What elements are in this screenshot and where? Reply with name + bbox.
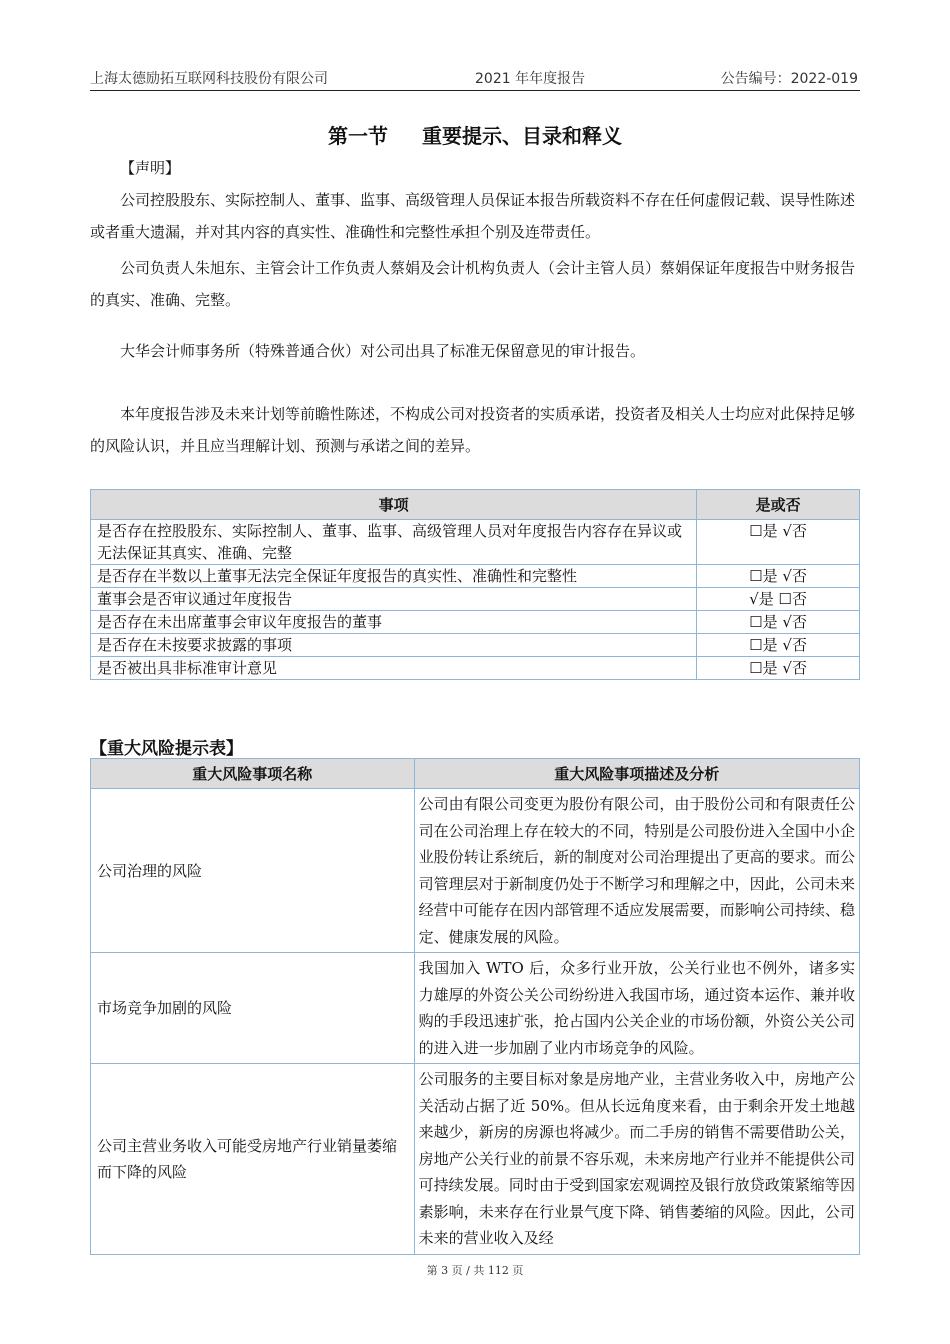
table-row bbox=[91, 520, 860, 565]
matter-item: 董事会是否审议通过年度报告 bbox=[91, 588, 697, 611]
table-row bbox=[91, 1064, 860, 1255]
matter-item: 是否被出具非标准审计意见 bbox=[91, 657, 697, 680]
risk-name: 公司治理的风险 bbox=[91, 789, 415, 953]
risk-header-name: 重大风险事项名称 bbox=[91, 759, 415, 789]
risk-description: 公司由有限公司变更为股份有限公司，由于股份公司和有限责任公司在公司治理上存在较大的不同，特别是公司股份进入全国中小企业股份转让系统后，新的制度对公司治理提出了更高的要求。而公司管理层对于新制度仍处于不断学习和理解之中，因此，公司未来经营中可能存在因内部管理不适应发展需要，而影响公司持续、稳定、健康发展的风险。 bbox=[414, 789, 859, 953]
table-row bbox=[91, 611, 860, 634]
risk-section-title: 【重大风险提示表】 bbox=[90, 739, 243, 759]
table-row bbox=[91, 953, 860, 1064]
paragraph-4: 本年度报告涉及未来计划等前瞻性陈述，不构成公司对投资者的实质承诺，投资者及相关人士均应对此保持足够的风险认识，并且应当理解计划、预测与承诺之间的差异。 bbox=[90, 405, 856, 455]
page-header bbox=[90, 66, 860, 91]
matter-answer: ☐是 √否 bbox=[697, 611, 860, 634]
section-title bbox=[0, 120, 950, 149]
risk-header-row bbox=[91, 759, 860, 789]
matter-answer: ☐是 √否 bbox=[697, 520, 860, 565]
matters-header-row bbox=[91, 490, 860, 520]
table-row bbox=[91, 789, 860, 953]
section-number: 第一节 bbox=[328, 124, 388, 148]
table-row bbox=[91, 588, 860, 611]
matter-item: 是否存在未按要求披露的事项 bbox=[91, 634, 697, 657]
matter-item: 是否存在半数以上董事无法完全保证年度报告的真实性、准确性和完整性 bbox=[91, 565, 697, 588]
paragraph-1: 公司控股股东、实际控制人、董事、监事、高级管理人员保证本报告所载资料不存在任何虚假记载、误导性陈述或者重大遗漏，并对其内容的真实性、准确性和完整性承担个别及连带责任。 bbox=[90, 191, 856, 241]
header-code: 公告编号：2022-019 bbox=[720, 71, 858, 87]
header-company: 上海太德励拓互联网科技股份有限公司 bbox=[90, 71, 328, 87]
matters-header-item: 事项 bbox=[91, 490, 697, 520]
risk-name: 公司主营业务收入可能受房地产行业销量萎缩而下降的风险 bbox=[91, 1064, 415, 1255]
matter-answer: ☐是 √否 bbox=[697, 657, 860, 680]
matter-answer: √是 ☐否 bbox=[697, 588, 860, 611]
matter-item: 是否存在未出席董事会审议年度报告的董事 bbox=[91, 611, 697, 634]
risk-name: 市场竞争加剧的风险 bbox=[91, 953, 415, 1064]
matter-item: 是否存在控股股东、实际控制人、董事、监事、高级管理人员对年度报告内容存在异议或无法保证其真实、准确、完整 bbox=[91, 520, 697, 565]
paragraph-2: 公司负责人朱旭东、主管会计工作负责人蔡娟及会计机构负责人（会计主管人员）蔡娟保证年度报告中财务报告的真实、准确、完整。 bbox=[90, 259, 856, 309]
table-row bbox=[91, 565, 860, 588]
table-row bbox=[91, 634, 860, 657]
risk-table bbox=[90, 758, 860, 1255]
risk-description: 我国加入 WTO 后，众多行业开放，公关行业也不例外，诸多实力雄厚的外资公关公司纷纷进入我国市场，通过资本运作、兼并收购的手段迅速扩张，抢占国内公关企业的市场份额，外资公关公司的进入进一步加剧了业内市场竞争的风险。 bbox=[414, 953, 859, 1064]
matter-answer: ☐是 √否 bbox=[697, 565, 860, 588]
table-row bbox=[91, 657, 860, 680]
risk-description: 公司服务的主要目标对象是房地产业，主营业务收入中，房地产公关活动占据了近 50%。但从长远角度来看，由于剩余开发土地越来越少，新房的房源也将减少。而二手房的销售不需要借助公关，房地产公关行业的前景不容乐观，未来房地产行业并不能提供公司可持续发展。同时由于受到国家宏观调控及银行放贷政策紧缩等因素影响，未来存在行业景气度下降、销售萎缩的风险。因此，公司未来的营业收入及经 bbox=[414, 1064, 859, 1255]
header-report: 2021 年年度报告 bbox=[475, 71, 586, 87]
section-name: 重要提示、目录和释义 bbox=[422, 124, 622, 148]
matters-table bbox=[90, 489, 860, 680]
risk-header-desc: 重大风险事项描述及分析 bbox=[414, 759, 859, 789]
declaration-label: 【声明】 bbox=[120, 159, 181, 177]
matter-answer: ☐是 √否 bbox=[697, 634, 860, 657]
paragraph-3: 大华会计师事务所（特殊普通合伙）对公司出具了标准无保留意见的审计报告。 bbox=[120, 342, 646, 360]
matters-header-answer: 是或否 bbox=[697, 490, 860, 520]
page-footer: 第 3 页 / 共 112 页 bbox=[426, 1264, 524, 1277]
